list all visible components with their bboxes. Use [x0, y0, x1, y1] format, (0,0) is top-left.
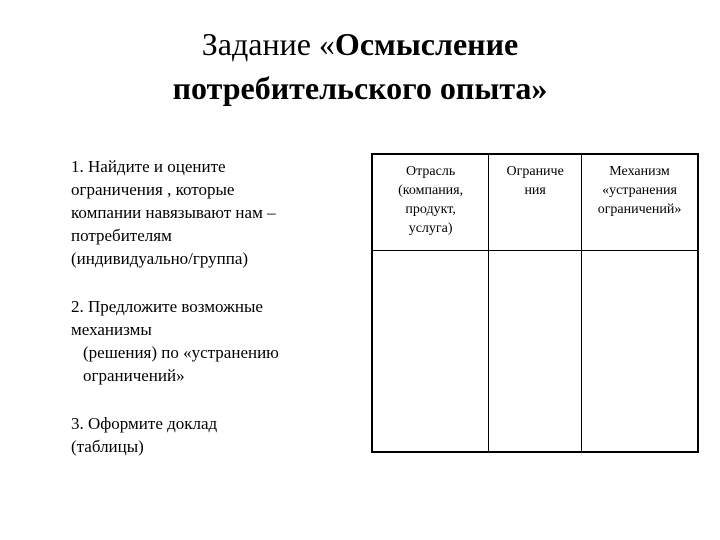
header-industry-line3: продукт, [405, 202, 456, 217]
table-cell-industry[interactable] [372, 251, 489, 453]
table-cell-limitations[interactable] [489, 251, 582, 453]
header-industry [372, 154, 489, 251]
task1-line5: (индивидуально/группа) [71, 249, 249, 268]
slide-title [0, 22, 720, 110]
header-industry-line2: (компания, [398, 183, 464, 198]
task2-line2: механизмы [71, 320, 152, 339]
title-normal-part: Задание « [201, 26, 335, 62]
title-line-1 [0, 22, 720, 66]
table-header-row [372, 154, 698, 251]
table-cell-mechanism[interactable] [582, 251, 698, 453]
task1-line1: 1. Найдите и оцените [71, 157, 226, 176]
title-line-2 [0, 66, 720, 110]
header-limitations-line1: Ограниче [506, 164, 564, 179]
header-mechanism-line3: ограничений» [597, 202, 682, 217]
task3-line2: (таблицы) [71, 437, 144, 456]
header-industry-line1: Отрасль [406, 164, 456, 179]
header-mechanism-line1: Механизм [609, 164, 670, 179]
task-item-3 [71, 412, 341, 458]
task2-line3: (решения) по «устранению [83, 343, 279, 362]
header-limitations [489, 154, 582, 251]
task-item-1 [71, 155, 341, 270]
title-bold-part-2: потребительского опыта» [172, 70, 548, 106]
task2-line4: ограничений» [83, 366, 185, 385]
header-mechanism-line2: «устранения [602, 183, 677, 198]
report-table [371, 153, 699, 453]
header-mechanism [582, 154, 698, 251]
task2-line1: 2. Предложите возможные [71, 297, 263, 316]
task-list [71, 155, 341, 458]
task-item-2 [71, 295, 341, 387]
header-limitations-line2: ния [524, 183, 546, 198]
task3-line1: 3. Оформите доклад [71, 414, 218, 433]
task1-line3: компании навязывают нам – [71, 203, 276, 222]
table-row [372, 251, 698, 453]
header-industry-line4: услуга) [408, 221, 453, 236]
title-bold-part: Осмысление [334, 26, 519, 62]
task1-line2: ограничения , которые [71, 180, 235, 199]
task1-line4: потребителям [71, 226, 172, 245]
